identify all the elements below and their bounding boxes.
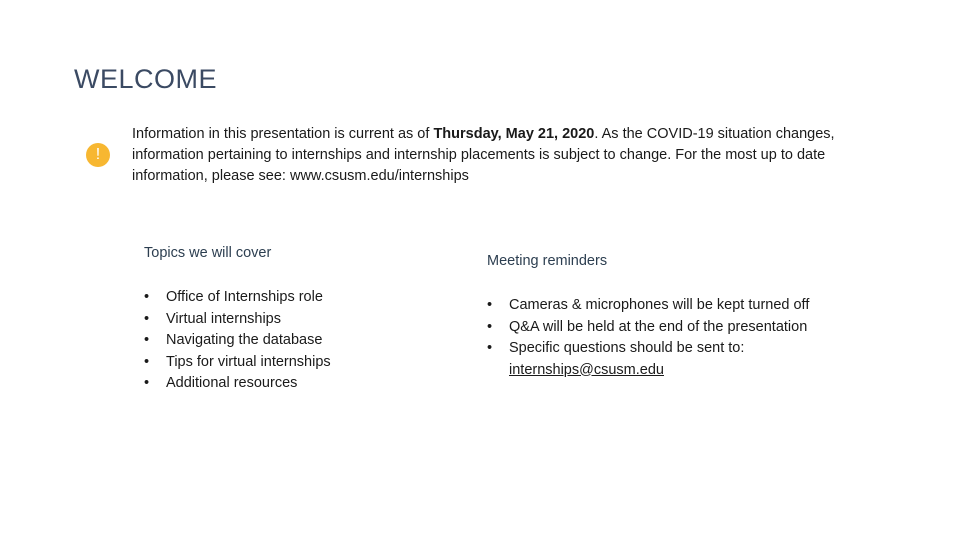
list-item — [144, 373, 331, 395]
bullet: • — [144, 353, 150, 370]
topic-label: Tips for virtual internships — [166, 353, 331, 370]
notice-post: . As the COVID-19 situation changes, information pertaining to internships and internship placements is subject to change. For the most up to date information, please see: www.csusm.edu/internships — [132, 126, 835, 184]
topic-label: Virtual internships — [166, 310, 281, 327]
notice-pre: Information in this presentation is current as of — [132, 126, 434, 142]
list-item — [144, 309, 331, 331]
bullet: • — [487, 318, 493, 335]
topic-label: Office of Internships role — [166, 289, 323, 305]
bullet: • — [144, 332, 150, 348]
email-link[interactable]: internships@csusm.edu — [509, 361, 664, 378]
bullet: • — [487, 340, 493, 356]
list-item — [487, 295, 809, 317]
notice-text — [132, 124, 852, 187]
topics-list — [144, 287, 331, 395]
topic-label: Navigating the database — [166, 332, 323, 348]
bullet: • — [144, 310, 150, 327]
reminder-label: Q&A will be held at the end of the presentation — [509, 318, 808, 335]
reminders-list — [487, 295, 809, 381]
alert-icon: ! — [86, 143, 110, 167]
slide-title: WELCOME — [74, 64, 218, 94]
reminder-label: Cameras & microphones will be kept turned off — [509, 297, 810, 313]
list-item — [144, 352, 331, 374]
list-item — [487, 317, 809, 339]
list-item — [487, 338, 809, 381]
reminders-heading: Meeting reminders — [487, 253, 608, 269]
list-item — [144, 287, 331, 309]
bullet: • — [487, 297, 493, 313]
bullet: • — [144, 375, 150, 391]
list-item — [144, 330, 331, 352]
topics-heading: Topics we will cover — [144, 245, 272, 261]
bullet: • — [144, 289, 150, 305]
reminder-label: Specific questions should be sent to: — [509, 340, 745, 356]
topic-label: Additional resources — [166, 375, 298, 391]
notice-date: Thursday, May 21, 2020 — [433, 126, 595, 142]
